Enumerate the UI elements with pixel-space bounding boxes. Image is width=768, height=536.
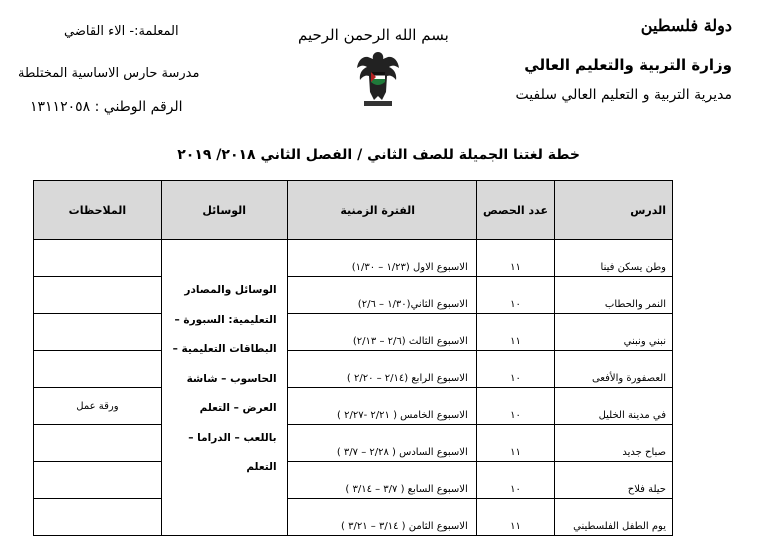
cell-period: الاسبوع السادس ( ٢/٢٨ – ٣/٧ ) (287, 425, 476, 462)
table-row (34, 499, 673, 536)
cell-period: الاسبوع الثالث (٢/٦ – ٢/١٣) (287, 314, 476, 351)
cell-count: ١١ (476, 425, 554, 462)
cell-period: الاسبوع الثامن ( ٣/١٤ – ٣/٢١ ) (287, 499, 476, 536)
header-notes: الملاحظات (34, 181, 162, 240)
cell-note-empty (34, 277, 162, 314)
school-name: مدرسة حارس الاساسية المختلطة (18, 66, 200, 81)
ministry-name: وزارة التربية والتعليم العالي (524, 56, 732, 74)
teacher-name: المعلمة:- الاء القاضي (64, 24, 179, 39)
cell-lesson: في مدينة الخليل (555, 388, 673, 425)
cell-note-empty (34, 462, 162, 499)
table-row (34, 462, 673, 499)
cell-note-empty (34, 425, 162, 462)
lesson-plan-table (33, 180, 673, 536)
cell-means: الوسائل والمصادر التعليمية: السبورة – البطاقات التعليمية – الحاسوب – شاشة العرض – التعلم باللعب – الدراما – التعلم (161, 240, 287, 536)
cell-lesson: نبني ونبني (555, 314, 673, 351)
cell-lesson: العصفورة والأفعى (555, 351, 673, 388)
header-means: الوسائل (161, 181, 287, 240)
cell-lesson: حيلة فلاح (555, 462, 673, 499)
cell-note-empty (34, 499, 162, 536)
cell-note-empty (34, 314, 162, 351)
national-id: الرقم الوطني : ١٣١١٢٠٥٨ (30, 99, 183, 115)
table-header-row (34, 181, 673, 240)
table-row (34, 388, 673, 425)
cell-lesson: وطن يسكن فينا (555, 240, 673, 277)
cell-period: الاسبوع الاول (١/٢٣ – ١/٣٠) (287, 240, 476, 277)
table-row (34, 240, 673, 277)
table-row (34, 351, 673, 388)
cell-period: الاسبوع الرابع (٢/١٤ – ٢/٢٠ ) (287, 351, 476, 388)
table-row (34, 425, 673, 462)
cell-lesson: النمر والحطاب (555, 277, 673, 314)
country-name: دولة فلسطين (640, 16, 732, 35)
cell-lesson: يوم الطفل الفلسطيني (555, 499, 673, 536)
cell-period: الاسبوع الخامس ( ٢/٢١ -٢/٢٧ ) (287, 388, 476, 425)
basmala: بسم الله الرحمن الرحيم (298, 26, 449, 44)
cell-count: ١٠ (476, 388, 554, 425)
cell-lesson: صباح جديد (555, 425, 673, 462)
cell-note: ورقة عمل (34, 388, 162, 425)
plan-title: خطة لغتنا الجميلة للصف الثاني / الفصل الثاني ٢٠١٨/ ٢٠١٩ (177, 147, 580, 163)
cell-count: ١١ (476, 499, 554, 536)
header-lesson: الدرس (555, 181, 673, 240)
cell-count: ١٠ (476, 462, 554, 499)
cell-count: ١٠ (476, 351, 554, 388)
cell-note-empty (34, 240, 162, 277)
cell-count: ١١ (476, 314, 554, 351)
directorate-name: مديرية التربية و التعليم العالي سلفيت (515, 87, 732, 103)
table-row (34, 314, 673, 351)
header-count: عدد الحصص (476, 181, 554, 240)
table-row (34, 277, 673, 314)
palestine-eagle-emblem-icon (354, 48, 402, 110)
cell-count: ١١ (476, 240, 554, 277)
cell-period: الاسبوع الثاني(١/٣٠ – ٢/٦) (287, 277, 476, 314)
cell-count: ١٠ (476, 277, 554, 314)
cell-note-empty (34, 351, 162, 388)
cell-period: الاسبوع السابع ( ٣/٧ – ٣/١٤ ) (287, 462, 476, 499)
header-period: الفترة الزمنية (287, 181, 476, 240)
